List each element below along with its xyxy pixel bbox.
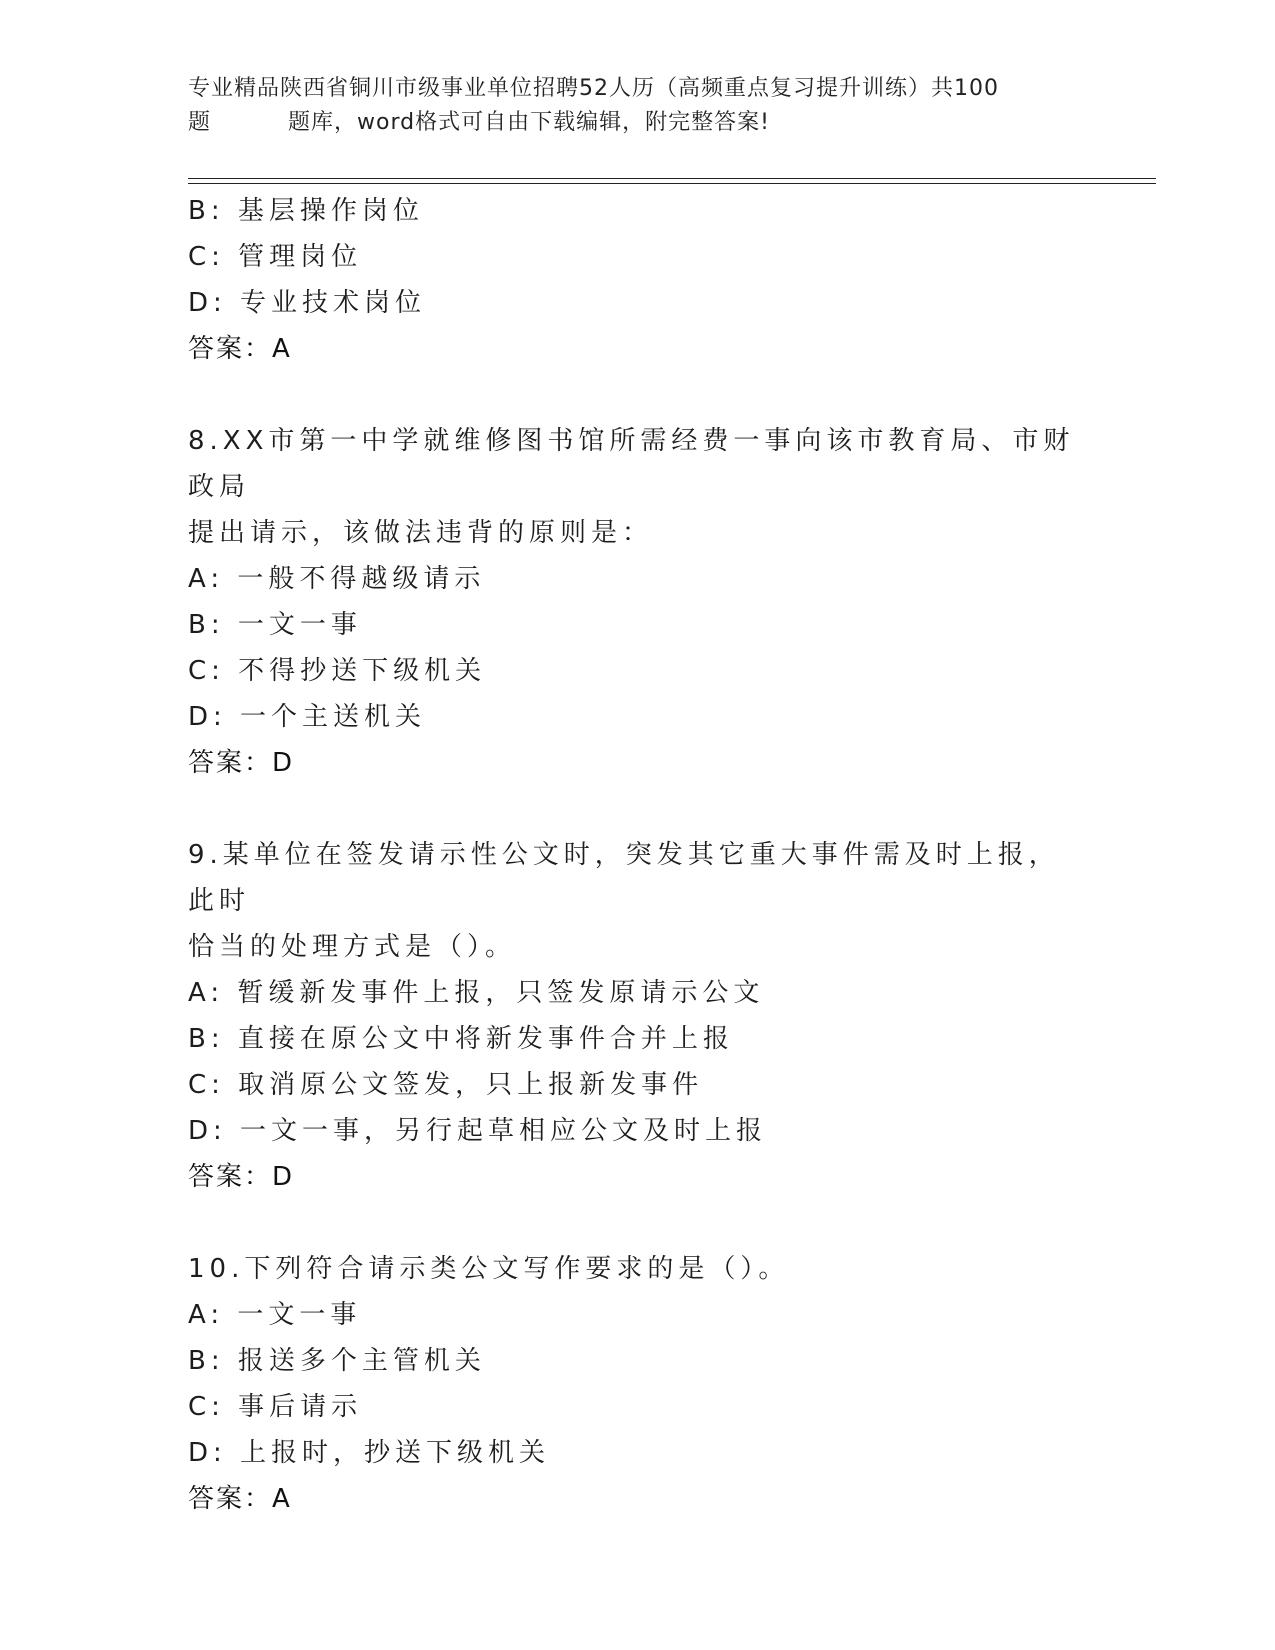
option-b: B: 直接在原公文中将新发事件合并上报	[188, 1024, 734, 1054]
spacer	[188, 372, 1088, 418]
question-content	[188, 188, 1088, 1522]
answer: 答案：A	[188, 334, 292, 364]
spacer	[188, 1200, 1088, 1246]
answer: 答案：D	[188, 1162, 295, 1192]
header-subtitle-text: 题库，word格式可自由下载编辑，附完整答案!	[288, 110, 770, 135]
question-9	[188, 832, 1088, 1200]
spacer	[188, 786, 1088, 832]
answer: 答案：A	[188, 1484, 292, 1514]
document-header	[188, 72, 1078, 140]
option-b: B: 基层操作岗位	[188, 196, 424, 226]
option-c: C: 不得抄送下级机关	[188, 656, 487, 686]
question-text-line-2: 提出请示，该做法违背的原则是：	[188, 518, 654, 548]
option-a: A: 一般不得越级请示	[188, 564, 486, 594]
question-10	[188, 1246, 1088, 1522]
option-d: D: 一文一事，另行起草相应公文及时上报	[188, 1116, 768, 1146]
question-7-continuation	[188, 188, 1088, 372]
question-text-line-2: 恰当的处理方式是（）。	[188, 932, 517, 962]
option-d: D: 专业技术岗位	[188, 288, 427, 318]
header-subtitle-lead: 题	[188, 110, 212, 135]
question-text-line-1: 8.XX市第一中学就维修图书馆所需经费一事向该市教育局、市财政局	[188, 426, 1075, 502]
header-rule-top	[188, 178, 1156, 179]
option-c: C: 管理岗位	[188, 242, 363, 272]
option-a: A: 一文一事	[188, 1300, 362, 1330]
header-subtitle-line	[188, 106, 1078, 140]
option-c: C: 取消原公文签发，只上报新发事件	[188, 1070, 704, 1100]
answer: 答案：D	[188, 748, 295, 778]
option-a: A: 暂缓新发事件上报，只签发原请示公文	[188, 978, 765, 1008]
question-text-line-1: 10.下列符合请示类公文写作要求的是（）。	[188, 1254, 790, 1284]
option-b: B: 报送多个主管机关	[188, 1346, 486, 1376]
option-b: B: 一文一事	[188, 610, 362, 640]
option-c: C: 事后请示	[188, 1392, 363, 1422]
option-d: D: 一个主送机关	[188, 702, 427, 732]
question-text-line-1: 9.某单位在签发请示性公文时，突发其它重大事件需及时上报，此时	[188, 840, 1060, 916]
header-rule-bottom	[188, 183, 1156, 184]
option-d: D: 上报时，抄送下级机关	[188, 1438, 551, 1468]
header-title-line: 专业精品陕西省铜川市级事业单位招聘52人历（高频重点复习提升训练）共100	[188, 76, 999, 101]
question-8	[188, 418, 1088, 786]
